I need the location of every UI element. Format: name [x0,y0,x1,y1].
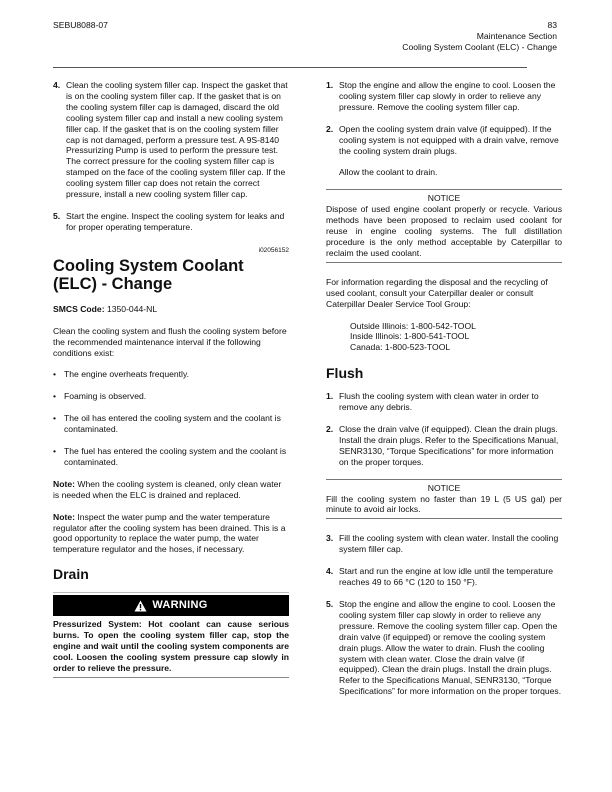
list-item [53,369,289,380]
step-text: Close the drain valve (if equipped). Clean the drain plugs. Install the drain plugs. Refer to the Specifications Manual, SENR3130, “Torque Specifications” for more information on the proper torques. [339,424,559,467]
step-text: Start and run the engine at low idle until the temperature reaches 49 to 66 °C (120 to 150 °F). [339,566,554,588]
page-number: 83 [547,20,557,30]
note-label: Note: [53,478,75,489]
warning-top-rule [53,592,289,593]
info-paragraph: For information regarding the disposal and the recycling of used coolant, consult your Caterpillar dealer or consult Caterpillar Dealer Service Tool Group: [326,276,548,309]
step-number: 2. [326,123,334,134]
allow-drain-text: Allow the coolant to drain. [339,167,438,178]
notice-title: NOTICE [427,482,461,493]
step-number: 1. [326,80,334,90]
warning-text: Pressurized System: Hot coolant can cause serious burns. To open the cooling system filler cap, stop the engine and wait until the cooling system components are cool. Loosen the cooling system pressure cap slowly in order to relieve the pressure. [53,619,289,673]
smcs-code [53,304,289,315]
step-item [326,80,562,113]
list-item [53,446,289,468]
step-item [326,124,562,157]
note-paragraph [53,479,289,501]
step-number: 2. [326,424,334,435]
header-divider [53,67,527,68]
step-number: 1. [326,391,334,402]
bullet-text: Foaming is observed. [64,391,147,402]
step-number: 4. [53,80,61,90]
list-item [53,391,289,402]
drain-heading: Drain [53,566,89,583]
step-text: Fill the cooling system with clean water. Install the cooling system filler cap. [339,533,559,555]
step-number: 4. [326,566,334,577]
bullet-icon: • [53,446,57,457]
bullet-icon: • [53,413,57,424]
step-item [53,211,289,233]
smcs-label: SMCS Code: [53,303,105,314]
warning-triangle-icon [134,600,147,612]
warning-banner [53,595,289,616]
notice-box [326,479,562,520]
step-number: 5. [326,599,334,609]
warning-bottom-rule [53,677,289,678]
step-text: Clean the cooling system filler cap. Inspect the gasket that is on the cooling system filler cap. If the gasket that is on the cooling system filler cap is damaged, discard the old cooling system filler cap and install a new cooling system filler cap. If the gasket that is on the cooling system filler cap is not damaged, perform a pressure test. A 9S-8140 Pressurizing Pump is used to perform the pressure test. The correct pressure for the cooling system filler cap is stamped on the face of the cooling system filler cap. If the cooling system filler cap does not retain the correct pressure, install a new cooling system filler cap. [66,80,288,200]
step-item [326,533,562,555]
topic-title: Cooling System Coolant (ELC) - Change [402,41,557,52]
note-text: Inspect the water pump and the water temperature regulator after the cooling system has been drained. This is a good opportunity to replace the water pump, the water temperature regulator and the hoses, if necessary. [53,511,286,555]
warning-label: WARNING [152,599,208,612]
phone-canada: Canada: 1-800-523-TOOL [350,342,451,353]
step-text: Stop the engine and allow the engine to cool. Loosen the cooling system filler cap slowly in order to relieve any pressure. Remove the cooling system filler cap. Open the drain valve (if equipped) or remove the cooling system drain plugs. Allow the water to drain. Flush the cooling system with clean water. Close the drain valve (if equipped). Clean the drain plugs. Install the drain plugs. Refer to the Specifications Manual, SENR3130, “Torque Specifications” for more information on the proper torques. [339,599,562,697]
notice-text: Fill the cooling system no faster than 19 L (5 US gal) per minute to avoid air locks. [326,493,562,515]
notice-text: Dispose of used engine coolant properly or recycle. Various methods have been proposed to reclaim used coolant for reuse in engine cooling systems. The full distillation procedure is the only method acceptable by Caterpillar to reclaim the used coolant. [326,204,562,258]
warning-box [53,592,289,678]
notice-title: NOTICE [427,193,461,204]
bullet-text: The oil has entered the cooling system and the coolant is contaminated. [64,413,281,435]
step-item [53,80,289,200]
notice-box [326,189,562,262]
step-text: Flush the cooling system with clean water in order to remove any debris. [339,391,539,413]
document-number: SEBU8088-07 [53,20,108,30]
intro-paragraph: Clean the cooling system and flush the cooling system before the recommended maintenance interval if the following conditions exist: [53,325,287,358]
step-item [326,424,562,468]
document-id: i02056152 [258,246,289,254]
bullet-icon: • [53,369,57,380]
list-item [53,413,289,435]
section-title: Maintenance Section [476,30,557,41]
phone-list [326,321,562,354]
step-item [326,599,562,697]
step-item [326,566,562,588]
step-text: Open the cooling system drain valve (if equipped). If the cooling system is not equipped with a drain valve, remove the cooling system drain plugs. [339,123,559,156]
bullet-text: The engine overheats frequently. [64,369,190,380]
flush-heading: Flush [326,365,364,382]
note-label: Note: [53,511,75,522]
step-number: 3. [326,533,334,544]
running-header [402,20,557,52]
left-column [53,80,289,678]
step-number: 5. [53,210,61,221]
bullet-text: The fuel has entered the cooling system and the coolant is contaminated. [64,446,287,467]
smcs-value: 1350-044-NL [104,303,158,314]
bullet-icon: • [53,391,57,402]
page-title: Cooling System Coolant (ELC) - Change [53,256,244,293]
right-column [326,80,562,708]
note-text: When the cooling system is cleaned, only clean water is needed when the ELC is drained and replaced. [53,478,282,500]
phone-outside-illinois: Outside Illinois: 1-800-542-TOOL [350,320,476,331]
note-paragraph [53,512,289,556]
phone-inside-illinois: Inside Illinois: 1-800-541-TOOL [350,331,470,342]
step-text: Start the engine. Inspect the cooling system for leaks and for proper operating temperature. [66,210,285,232]
step-text: Stop the engine and allow the engine to cool. Loosen the cooling system filler cap slowly in order to relieve any pressure. Remove the cooling system filler cap. [339,80,556,112]
step-item [326,391,562,413]
